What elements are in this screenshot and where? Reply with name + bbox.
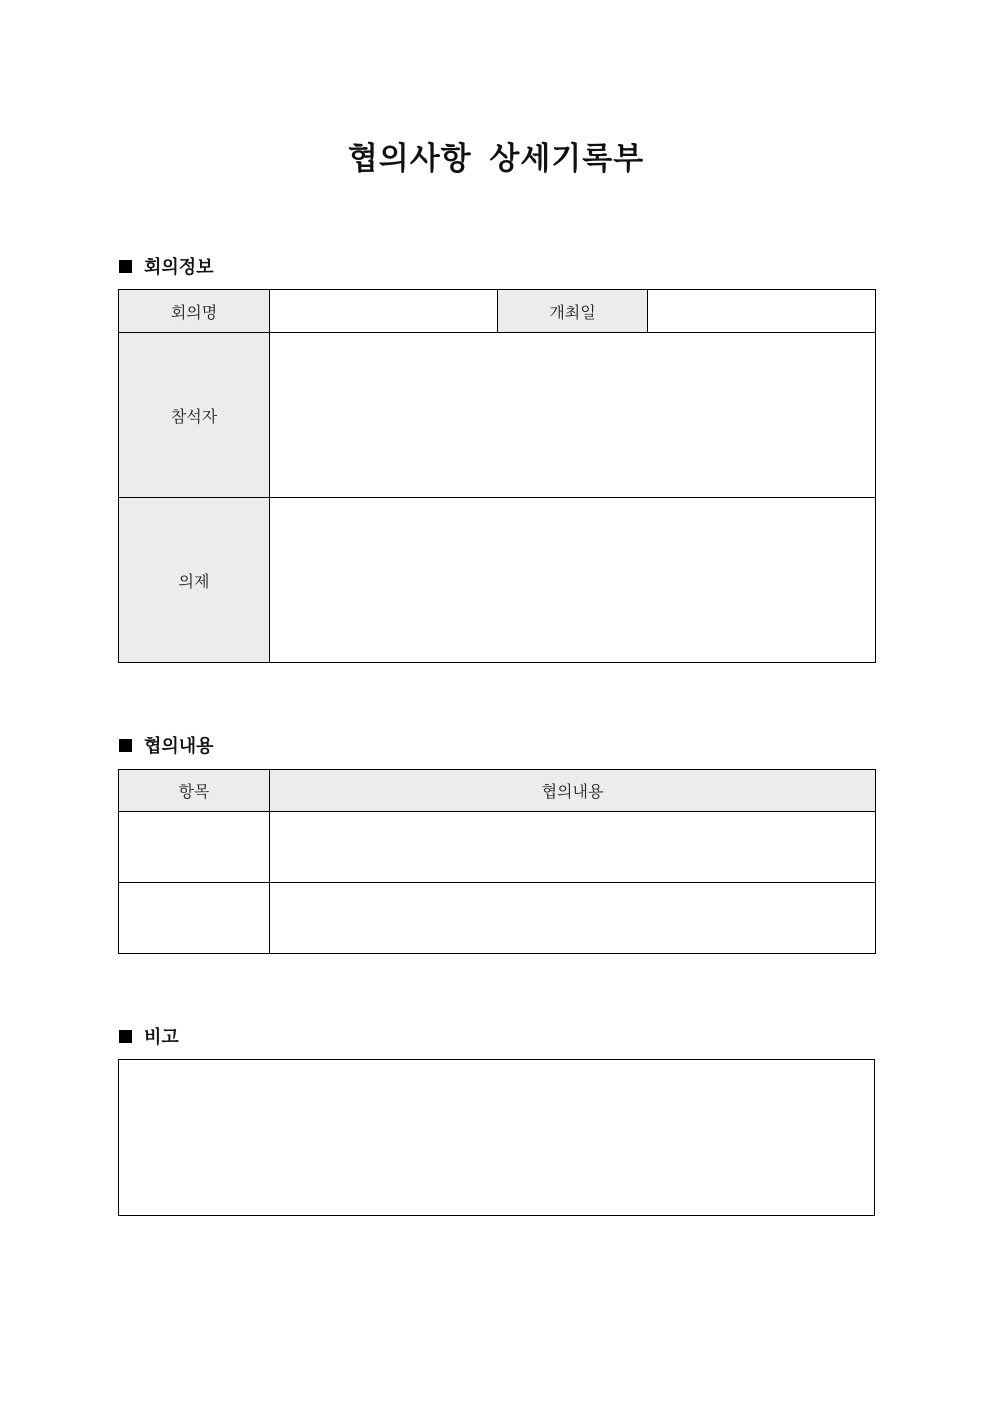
meeting-info-table bbox=[118, 289, 876, 663]
square-bullet-icon bbox=[119, 1030, 132, 1043]
section-heading-label: 회의정보 bbox=[144, 257, 214, 278]
date-field[interactable] bbox=[648, 290, 876, 333]
section-heading-meeting-info bbox=[119, 253, 214, 279]
table-header-row bbox=[119, 770, 876, 812]
meeting-name-field[interactable] bbox=[270, 290, 498, 333]
section-heading-label: 비고 bbox=[144, 1027, 179, 1048]
agenda-label: 의제 bbox=[119, 498, 270, 663]
content-cell[interactable] bbox=[270, 883, 876, 954]
section-heading-discussion bbox=[119, 732, 214, 758]
attendees-label: 참석자 bbox=[119, 333, 270, 498]
table-row bbox=[119, 812, 876, 883]
content-cell[interactable] bbox=[270, 812, 876, 883]
section-heading-remarks bbox=[119, 1023, 179, 1049]
discussion-table bbox=[118, 769, 876, 954]
agenda-field[interactable] bbox=[270, 498, 876, 663]
table-row bbox=[119, 498, 876, 663]
item-cell[interactable] bbox=[119, 812, 270, 883]
meeting-name-label: 회의명 bbox=[119, 290, 270, 333]
column-header-item: 항목 bbox=[119, 770, 270, 812]
date-label: 개최일 bbox=[498, 290, 648, 333]
page-title: 협의사항 상세기록부 bbox=[347, 141, 645, 177]
item-cell[interactable] bbox=[119, 883, 270, 954]
remarks-field[interactable] bbox=[118, 1059, 875, 1216]
square-bullet-icon bbox=[119, 260, 132, 273]
column-header-content: 협의내용 bbox=[270, 770, 876, 812]
table-row bbox=[119, 333, 876, 498]
section-heading-label: 협의내용 bbox=[144, 736, 214, 757]
table-row bbox=[119, 883, 876, 954]
attendees-field[interactable] bbox=[270, 333, 876, 498]
square-bullet-icon bbox=[119, 739, 132, 752]
table-row bbox=[119, 290, 876, 333]
